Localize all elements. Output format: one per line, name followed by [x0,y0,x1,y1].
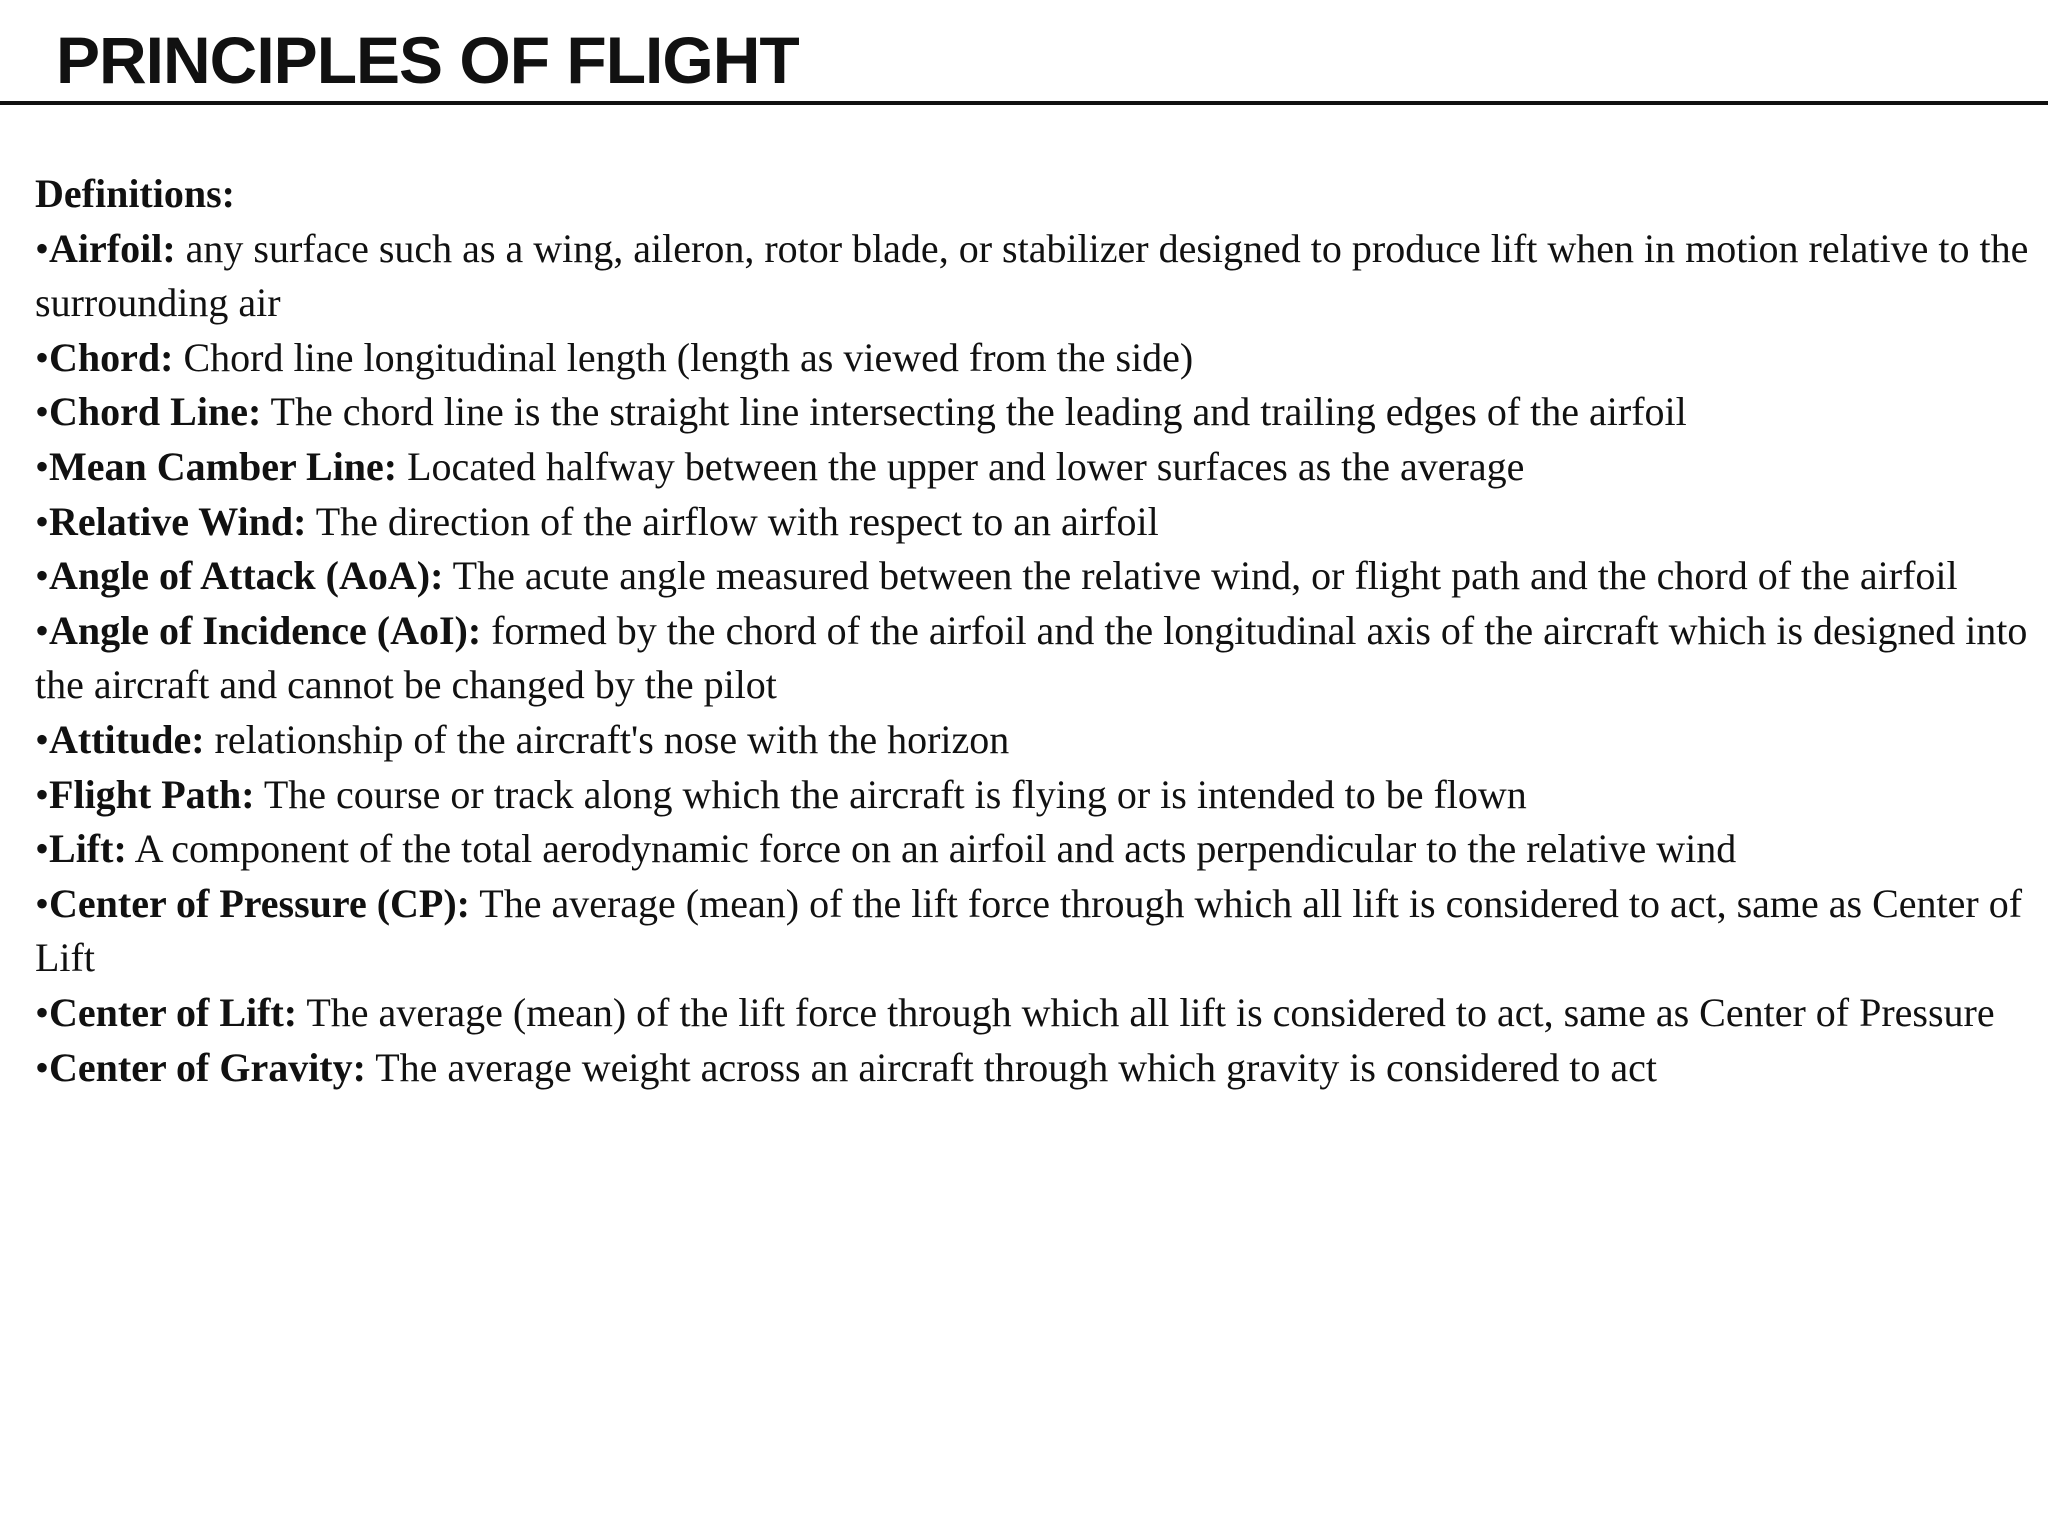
definition-attitude [35,713,2035,768]
definition-text: The average (mean) of the lift force through which all lift is considered to act, same as Center of Lift [35,880,2023,981]
definition-text: relationship of the aircraft's nose with the horizon [204,716,1010,762]
definition-text: The direction of the airflow with respect to an airfoil [306,498,1159,544]
bullet: • [35,1044,50,1090]
definition-term: Airfoil: [49,225,176,271]
definition-term: Mean Camber Line: [49,443,398,489]
definition-flight-path [35,768,2035,823]
definition-angle-of-attack [35,549,2035,604]
definition-term: Attitude: [49,716,205,762]
bullet: • [35,716,50,762]
definitions-section [35,167,2035,1095]
bullet: • [35,989,50,1035]
definition-chord [35,331,2035,386]
definition-term: Angle of Incidence (AoI): [49,607,482,653]
definition-term: Lift: [49,826,127,872]
bullet: • [35,880,50,926]
definition-airfoil [35,222,2035,331]
definition-term: Relative Wind: [49,498,307,544]
definition-center-of-gravity [35,1041,2035,1096]
title-divider [0,101,2048,105]
definitions-heading: Definitions: [35,171,235,216]
definition-text: A component of the total aerodynamic force on an airfoil and acts perpendicular to the relative wind [126,826,1737,872]
definition-term: Angle of Attack (AoA): [49,553,444,599]
bullet: • [35,607,50,653]
definition-term: Center of Lift: [49,989,298,1035]
bullet: • [35,771,50,817]
definition-text: formed by the chord of the airfoil and the longitudinal axis of the aircraft which is designed into the aircraft and cannot be changed by the pilot [35,607,2028,708]
definition-text: The chord line is the straight line intersecting the leading and trailing edges of the airfoil [261,389,1687,435]
definition-relative-wind [35,495,2035,550]
definition-term: Center of Pressure (CP): [49,880,470,926]
definitions-list [35,222,2035,1096]
definition-mean-camber-line [35,440,2035,495]
slide-title: PRINCIPLES OF FLIGHT [56,23,799,97]
definition-text: The acute angle measured between the relative wind, or flight path and the chord of the airfoil [443,553,1958,599]
definition-text: The average (mean) of the lift force through which all lift is considered to act, same as Center of Pressure [297,989,1995,1035]
definition-text: Chord line longitudinal length (length as viewed from the side) [173,334,1194,380]
definition-text: Located halfway between the upper and lower surfaces as the average [397,443,1525,489]
definition-text: any surface such as a wing, aileron, rotor blade, or stabilizer designed to produce lift when in motion relative to the surrounding air [35,225,2029,326]
bullet: • [35,225,50,271]
definition-chord-line [35,385,2035,440]
bullet: • [35,334,50,380]
definition-term: Chord Line: [49,389,262,435]
bullet: • [35,443,50,489]
definition-term: Flight Path: [49,771,255,817]
bullet: • [35,553,50,599]
definition-lift [35,822,2035,877]
bullet: • [35,498,50,544]
definition-term: Center of Gravity: [49,1044,366,1090]
definition-center-of-pressure [35,877,2035,986]
definition-angle-of-incidence [35,604,2035,713]
definition-center-of-lift [35,986,2035,1041]
bullet: • [35,826,50,872]
bullet: • [35,389,50,435]
definition-text: The average weight across an aircraft through which gravity is considered to act [365,1044,1657,1090]
definition-text: The course or track along which the aircraft is flying or is intended to be flown [254,771,1527,817]
definition-term: Chord: [49,334,174,380]
